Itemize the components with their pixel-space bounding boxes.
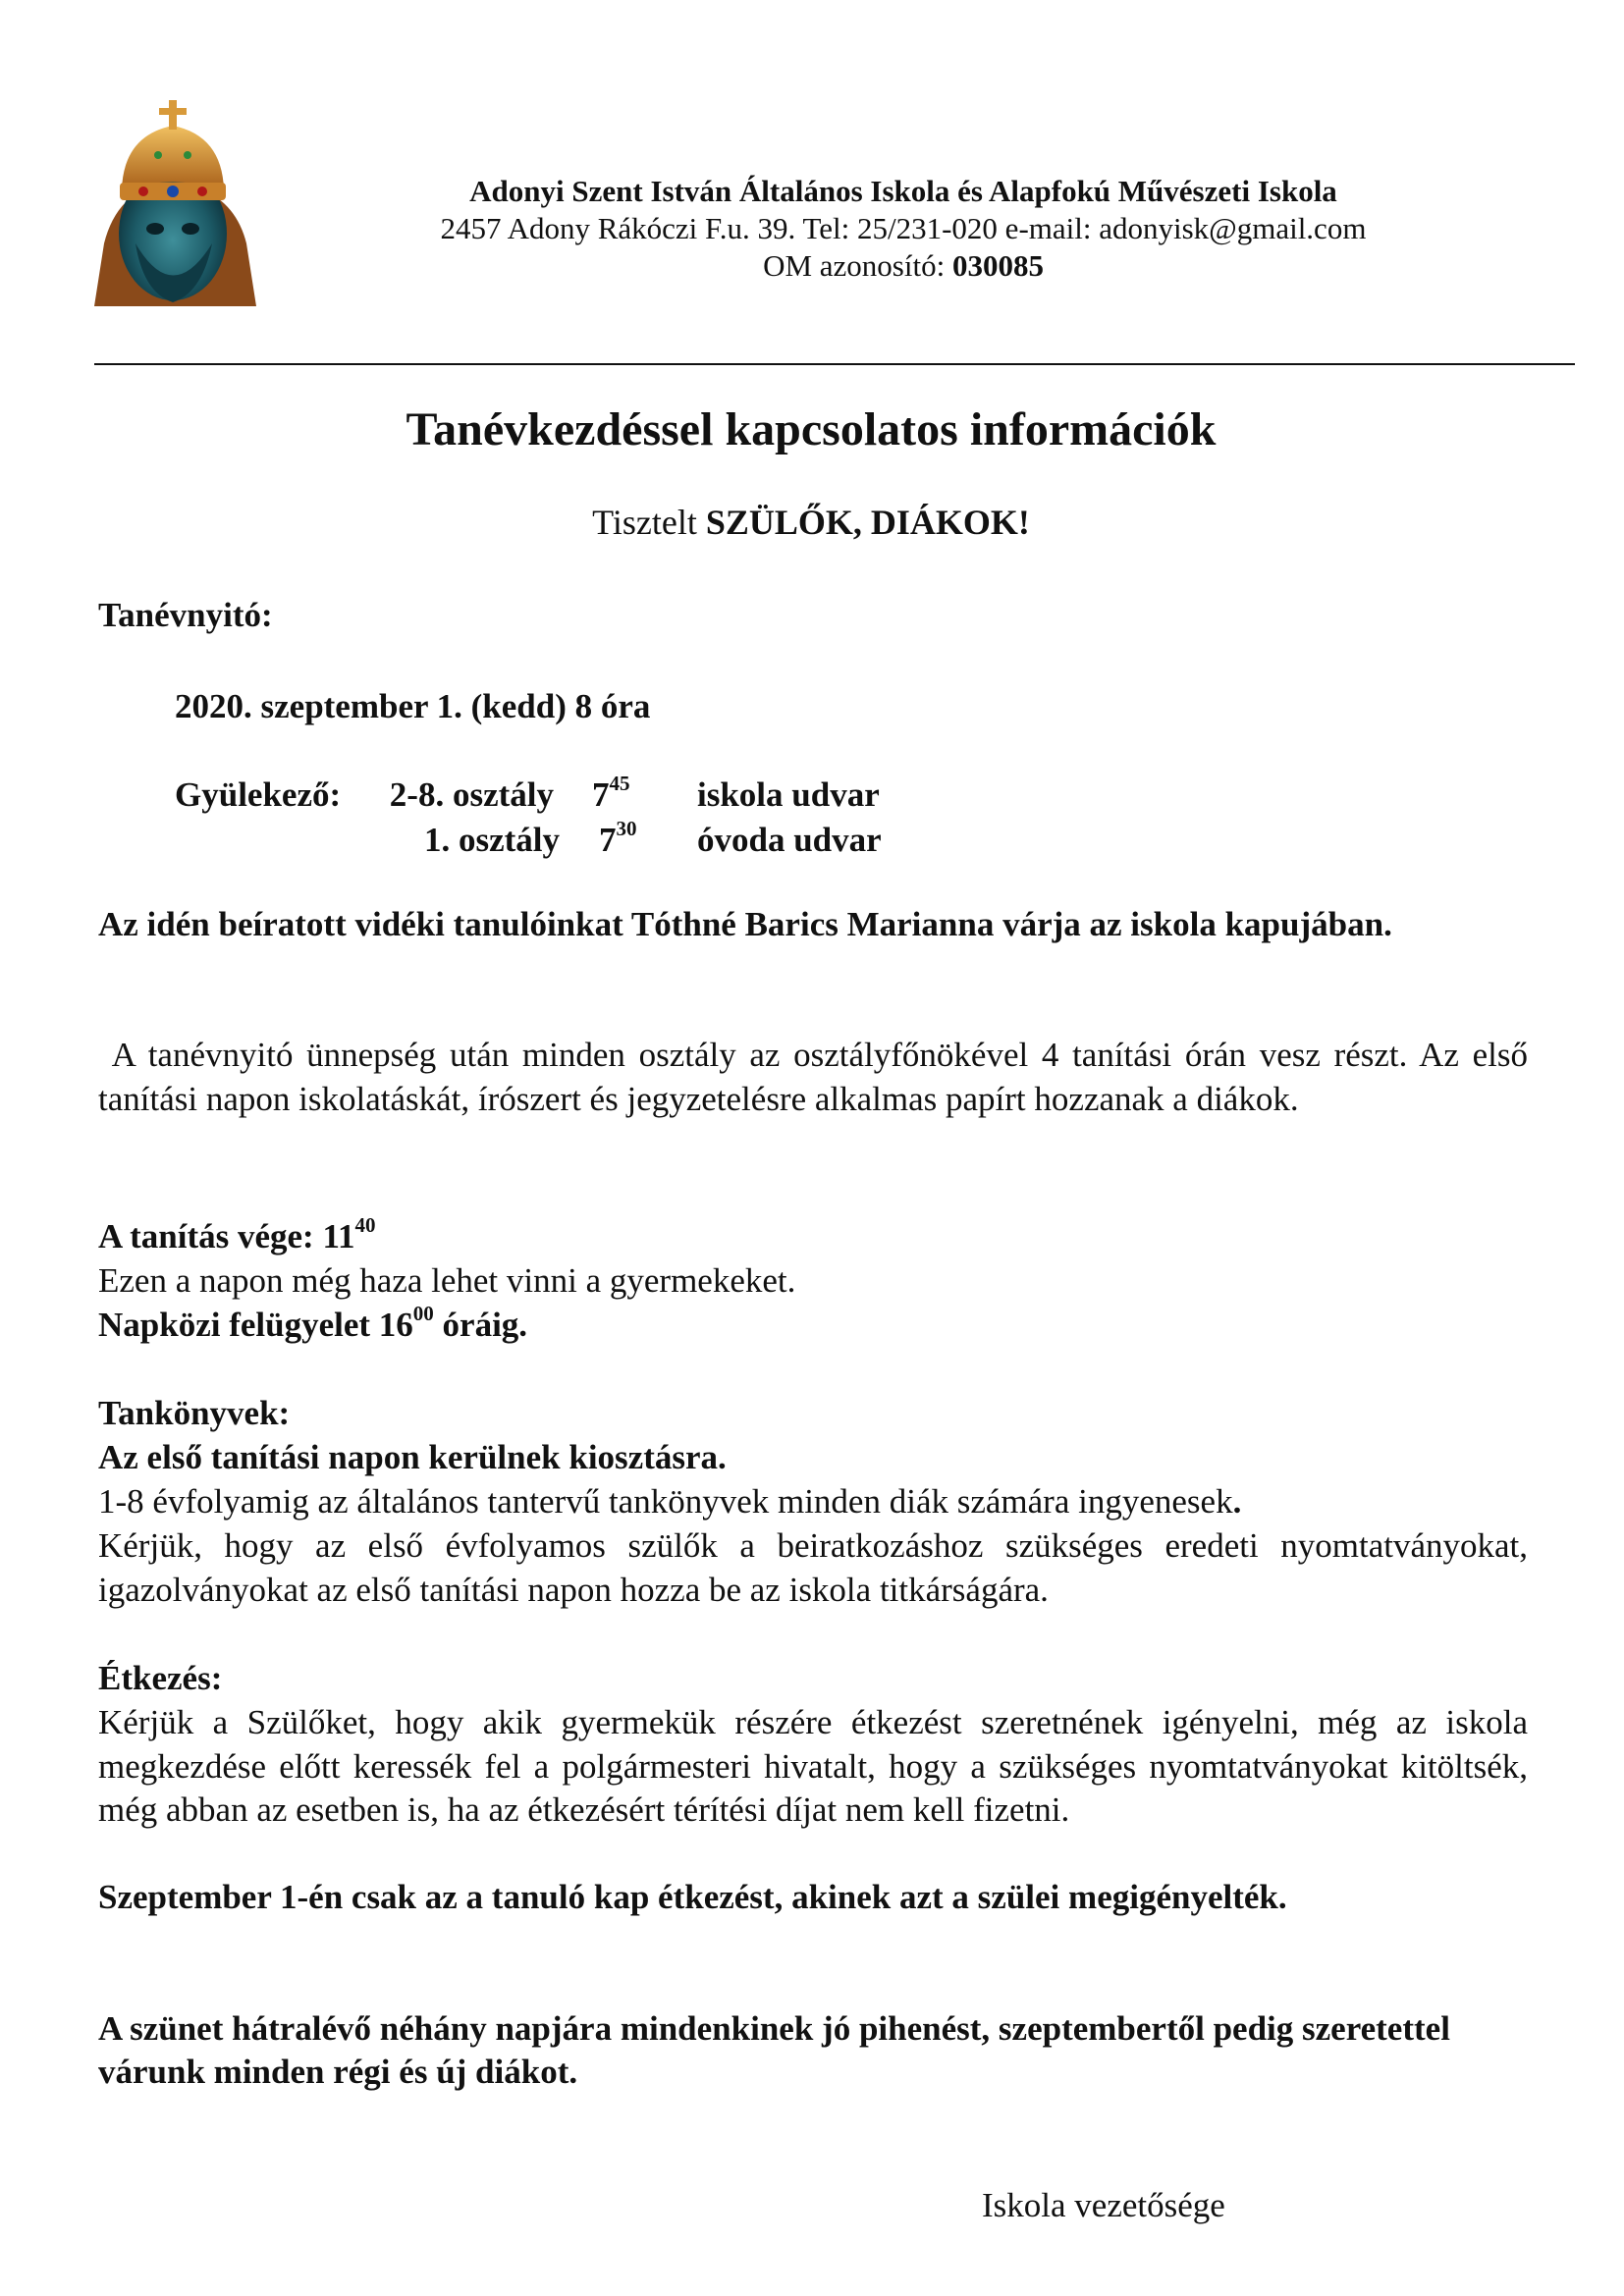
textbooks-free-text: 1-8 évfolyamig az általános tantervű tankönyvek minden diák számára ingyenesek bbox=[98, 1482, 1233, 1521]
textbooks-free-end: . bbox=[1232, 1482, 1242, 1521]
school-crest-logo bbox=[75, 96, 271, 306]
gathering-place-lower: óvoda udvar bbox=[697, 821, 882, 859]
textbooks-heading: Tankönyvek: bbox=[98, 1394, 291, 1432]
daycare-suffix: óráig. bbox=[433, 1306, 528, 1344]
take-home-note: Ezen a napon még haza lehet vinni a gyermekeket. bbox=[98, 1261, 796, 1300]
gathering-place-upper: iskola udvar bbox=[697, 775, 880, 814]
end-of-classes bbox=[98, 1215, 376, 1258]
textbooks-distribution: Az első tanítási napon kerülnek kiosztásra. bbox=[98, 1438, 727, 1476]
time-hour: 7 bbox=[599, 821, 617, 859]
school-om-id bbox=[334, 247, 1473, 285]
school-address: 2457 Adony Rákóczi F.u. 39. Tel: 25/231-020 e-mail: adonyisk@gmail.com bbox=[440, 211, 1367, 245]
meals-note: Szeptember 1-én csak az a tanuló kap étkezést, akinek azt a szülei megigényelték. bbox=[98, 1878, 1287, 1916]
daycare-minute: 00 bbox=[412, 1302, 434, 1326]
end-hour: 11 bbox=[322, 1217, 355, 1255]
gathering-label: Gyülekező: bbox=[175, 775, 342, 814]
rural-students-notice: Az idén beíratott vidéki tanulóinkat Tóthné Barics Marianna várja az iskola kapujában. bbox=[98, 905, 1392, 943]
meals-request: Kérjük a Szülőket, hogy akik gyermekük részére étkezést szeretnének igényelni, még az iskola megkezdése előtt keressék fel a polgármesteri hivatalt, hogy a szükséges nyomtatványokat kitöltsék, még abban az esetben is, ha az étkezésért térítési díjat nem kell fizetni. bbox=[98, 1703, 1528, 1829]
opening-heading: Tanévnyitó: bbox=[98, 596, 273, 634]
school-name: Adonyi Szent István Általános Iskola és Alapfokú Művészeti Iskola bbox=[469, 174, 1337, 208]
end-label: A tanítás vége: bbox=[98, 1217, 323, 1255]
daycare-hour: 16 bbox=[378, 1306, 413, 1344]
gathering-time-upper bbox=[592, 774, 630, 817]
opening-date: 2020. szeptember 1. (kedd) 8 óra bbox=[175, 687, 651, 725]
gathering-time-lower bbox=[599, 819, 637, 862]
gathering-class-lower: 1. osztály bbox=[423, 821, 560, 859]
closing-message: A szünet hátralévő néhány napjára mindenkinek jó pihenést, szeptembertől pedig szeretettel várunk minden régi és új diákot. bbox=[98, 2009, 1450, 2091]
end-minute: 40 bbox=[354, 1213, 376, 1238]
time-hour: 7 bbox=[592, 775, 610, 814]
daycare-prefix: Napközi felügyelet bbox=[98, 1306, 379, 1344]
time-minute: 30 bbox=[616, 817, 637, 841]
textbooks-request: Kérjük, hogy az első évfolyamos szülők a beiratkozáshoz szükséges eredeti nyomtatványokat, igazolványokat az első tanítási napon hozza be az iskola titkárságára. bbox=[98, 1526, 1528, 1609]
greeting bbox=[94, 501, 1528, 544]
textbooks-free bbox=[98, 1480, 1241, 1523]
om-value: 030085 bbox=[951, 248, 1044, 283]
header-divider bbox=[94, 363, 1575, 365]
signature: Iskola vezetősége bbox=[982, 2186, 1225, 2224]
after-ceremony-paragraph: A tanévnyitó ünnepség után minden osztály az osztályfőnökével 4 tanítási órán vesz részt. Az első tanítási napon iskolatáskát, írószert és jegyzetelésre alkalmas papírt hozzanak a diákok. bbox=[98, 1036, 1528, 1118]
gathering-class-upper: 2-8. osztály bbox=[389, 775, 554, 814]
daycare-note bbox=[98, 1304, 527, 1347]
page-title: Tanévkezdéssel kapcsolatos információk bbox=[406, 403, 1217, 455]
greeting-prefix: Tisztelt bbox=[592, 503, 706, 542]
meals-heading: Étkezés: bbox=[98, 1659, 223, 1697]
greeting-emphasis: SZÜLŐK, DIÁKOK! bbox=[705, 503, 1030, 542]
time-minute: 45 bbox=[609, 772, 630, 796]
om-label: OM azonosító: bbox=[763, 248, 952, 283]
